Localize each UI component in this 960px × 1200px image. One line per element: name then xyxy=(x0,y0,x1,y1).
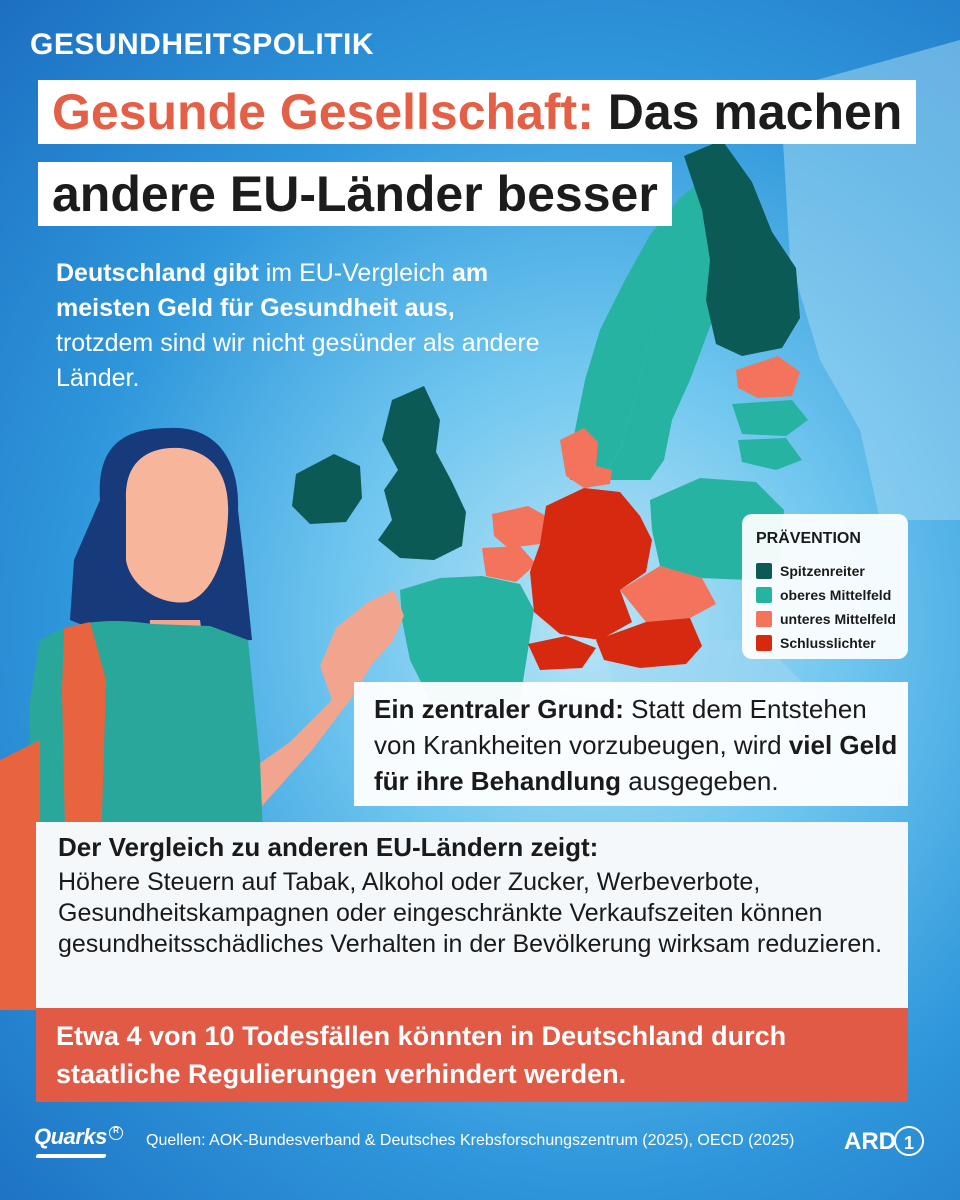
intro-text xyxy=(56,256,556,396)
kicker: GESUNDHEITSPOLITIK xyxy=(30,28,375,61)
ard-one-icon: 1 xyxy=(894,1126,924,1156)
legend-item-unteres-mittelfeld xyxy=(756,610,896,628)
legend-swatch xyxy=(756,563,772,579)
title-accent: Gesunde Gesellschaft: xyxy=(52,84,594,140)
reason-text-2: ausgegeben. xyxy=(628,766,779,796)
map-legend xyxy=(742,514,908,659)
title-line-1 xyxy=(38,80,916,144)
reason-box xyxy=(354,682,908,806)
legend-item-schlusslichter xyxy=(756,634,876,652)
comparison-title: Der Vergleich zu anderen EU-Ländern zeigt: xyxy=(58,832,599,862)
quarks-logo-underline xyxy=(35,1154,106,1158)
legend-swatch xyxy=(756,587,772,603)
reason-bold-1: Ein zentraler Grund: xyxy=(374,694,624,724)
legend-label: unteres Mittelfeld xyxy=(780,611,896,627)
legend-label: Schlusslichter xyxy=(780,635,876,651)
key-fact-banner xyxy=(36,1008,908,1102)
legend-label: Spitzenreiter xyxy=(780,563,865,579)
legend-label: oberes Mittelfeld xyxy=(780,587,892,603)
registered-mark-letter: R xyxy=(113,1126,119,1135)
comparison-box xyxy=(36,822,908,1008)
legend-title: PRÄVENTION xyxy=(756,530,861,547)
intro-bold-1: Deutschland gibt xyxy=(56,259,259,287)
intro-text-1: im EU-Vergleich xyxy=(265,259,445,287)
reason-text xyxy=(374,691,899,799)
reason-bold-2: viel Geld für ihre Behandlung xyxy=(374,730,898,796)
title-rest: Das machen xyxy=(607,84,903,140)
key-fact-text: Etwa 4 von 10 Todesfällen könnten in Deutschland durch staatliche Regulierungen verhindert werden. xyxy=(56,1021,787,1089)
comparison-body: Höhere Steuern auf Tabak, Alkohol oder Zucker, Werbeverbote, Gesundheitskampagnen oder eingeschränkte Verkaufszeiten können gesundheitsschädliches Verhalten in der Bevölkerung wirksam reduzieren. xyxy=(58,868,883,958)
title-line-2: andere EU-Länder besser xyxy=(38,162,672,226)
legend-item-oberes-mittelfeld xyxy=(756,586,891,604)
reason-text-1: Statt dem Entstehen von Krankheiten vorzubeugen, wird xyxy=(374,694,867,760)
legend-item-spitzenreiter xyxy=(756,562,865,580)
sources-text: Quellen: AOK-Bundesverband & Deutsches Krebsforschungszentrum (2025), OECD (2025) xyxy=(146,1132,795,1149)
person-backpack xyxy=(0,740,40,1010)
intro-bold-2: am meisten Geld für Gesundheit aus, xyxy=(56,259,489,322)
quarks-logo: Quarks xyxy=(34,1124,107,1149)
legend-swatch xyxy=(756,635,772,651)
intro-text-2: trotzdem sind wir nicht gesünder als andere Länder. xyxy=(56,329,540,392)
registered-mark-icon xyxy=(109,1126,123,1140)
ard-logo: ARD xyxy=(844,1128,896,1155)
legend-swatch xyxy=(756,611,772,627)
